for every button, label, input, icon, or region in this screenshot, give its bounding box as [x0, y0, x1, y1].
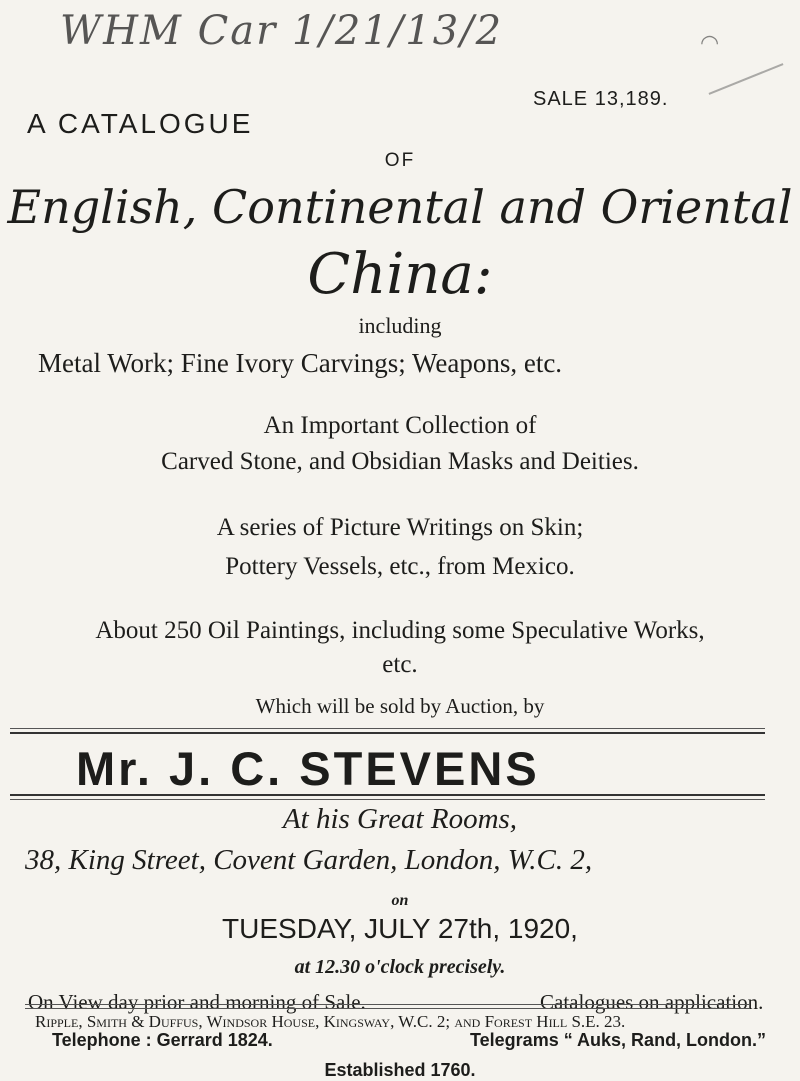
catalogues-notice: Catalogues on application. [540, 990, 764, 1014]
pencil-mark-icon: ◠ [700, 30, 720, 55]
address-line: 38, King Street, Covent Garden, London, W.C. 2, [25, 844, 593, 876]
view-notice: On View day prior and morning of Sale. [28, 990, 366, 1014]
telegrams-line: Telegrams “ Auks, Rand, London.” [470, 1030, 767, 1050]
on-label: on [391, 892, 409, 909]
auctioneer-name: Mr. J. C. STEVENS [76, 742, 540, 795]
headline-english-continental-oriental: English, Continental and Oriental [7, 180, 793, 234]
telephone-line: Telephone : Gerrard 1824. [52, 1030, 273, 1050]
printer-imprint: Ripple, Smith & Duffus, Windsor House, Kingsway, W.C. 2; and Forest Hill S.E. 23. [35, 1012, 626, 1031]
headline-china: China: [307, 242, 493, 307]
rooms-line: At his Great Rooms, [282, 803, 518, 835]
line-oil-paintings: About 250 Oil Paintings, including some Speculative Works, [95, 617, 705, 644]
footer-divider-2 [25, 1008, 750, 1009]
footer-divider-1 [25, 1004, 750, 1005]
including-label: including [358, 313, 442, 338]
pencil-stroke [709, 63, 784, 95]
line-metal-work: Metal Work; Fine Ivory Carvings; Weapons, etc. [38, 348, 563, 378]
handwritten-annotation: WHM Car 1/21/13/2 [60, 8, 504, 54]
catalogue-title: A CATALOGUE [27, 108, 254, 139]
divider-bottom-thin [10, 799, 765, 800]
line-auction: Which will be sold by Auction, by [255, 694, 545, 718]
line-carved-stone: Carved Stone, and Obsidian Masks and Deities. [161, 448, 639, 475]
sale-number: SALE 13,189. [533, 88, 669, 110]
line-important-collection: An Important Collection of [263, 412, 537, 439]
sale-date: TUESDAY, JULY 27th, 1920, [222, 913, 578, 944]
of-label: OF [384, 150, 416, 171]
divider-bottom-thick [10, 794, 765, 796]
divider-top-thin [10, 728, 765, 729]
line-etc: etc. [382, 651, 418, 678]
established-line: Established 1760. [324, 1060, 476, 1080]
divider-top-thick [10, 732, 765, 734]
line-picture-writings: A series of Picture Writings on Skin; [216, 514, 584, 541]
sale-time: at 12.30 o'clock precisely. [294, 956, 506, 978]
line-pottery-vessels: Pottery Vessels, etc., from Mexico. [225, 553, 575, 580]
